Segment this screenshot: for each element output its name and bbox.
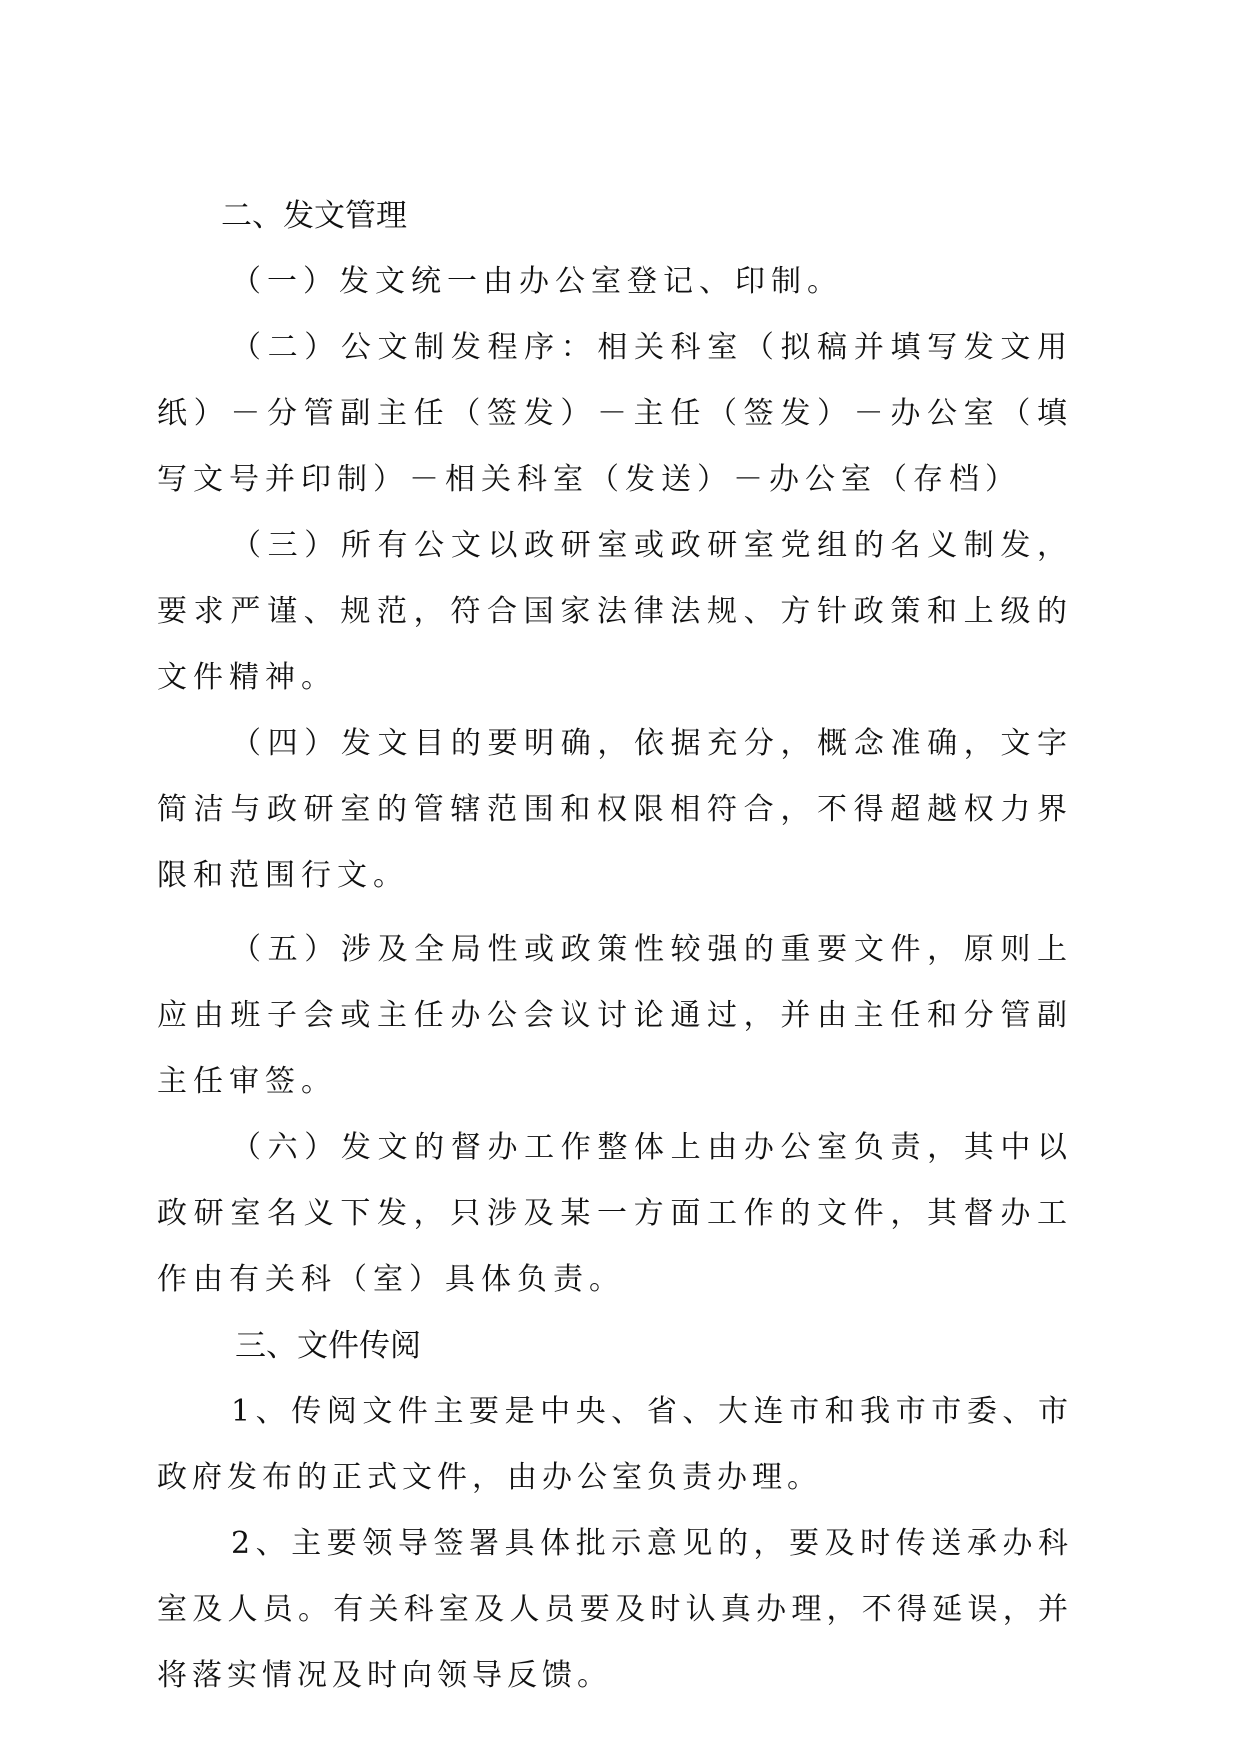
paragraph-item-3: （三）所有公文以政研室或政研室党组的名义制发，要求严谨、规范，符合国家法律法规、方针政策和上级的文件精神。 [157, 528, 1073, 695]
paragraph-circulation-2: 2、主要领导签署具体批示意见的，要及时传送承办科室及人员。有关科室及人员要及时认真办理，不得延误，并将落实情况及时向领导反馈。 [157, 1526, 1073, 1693]
section-heading-dispatch-management: 二、发文管理 [221, 198, 407, 234]
paragraph-item-2: （二）公文制发程序：相关科室（拟稿并填写发文用纸）－分管副主任（签发）－主任（签发）－办公室（填写文号并印制）－相关科室（发送）－办公室（存档） [157, 330, 1073, 497]
document-body [157, 183, 1073, 1709]
section-heading-document-circulation: 三、文件传阅 [235, 1328, 421, 1364]
paragraph-item-4: （四）发文目的要明确，依据充分，概念准确，文字简洁与政研室的管辖范围和权限相符合，不得超越权力界限和范围行文。 [157, 726, 1073, 893]
paragraph-item-1: （一）发文统一由办公室登记、印制。 [231, 264, 843, 299]
paragraph-item-6: （六）发文的督办工作整体上由办公室负责，其中以政研室名义下发，只涉及某一方面工作的文件，其督办工作由有关科（室）具体负责。 [157, 1130, 1073, 1297]
paragraph-circulation-1: 1、传阅文件主要是中央、省、大连市和我市市委、市政府发布的正式文件，由办公室负责办理。 [157, 1394, 1073, 1495]
paragraph-gap [157, 909, 1073, 917]
paragraph-item-5: （五）涉及全局性或政策性较强的重要文件，原则上应由班子会或主任办公会议讨论通过，并由主任和分管副主任审签。 [157, 932, 1073, 1099]
